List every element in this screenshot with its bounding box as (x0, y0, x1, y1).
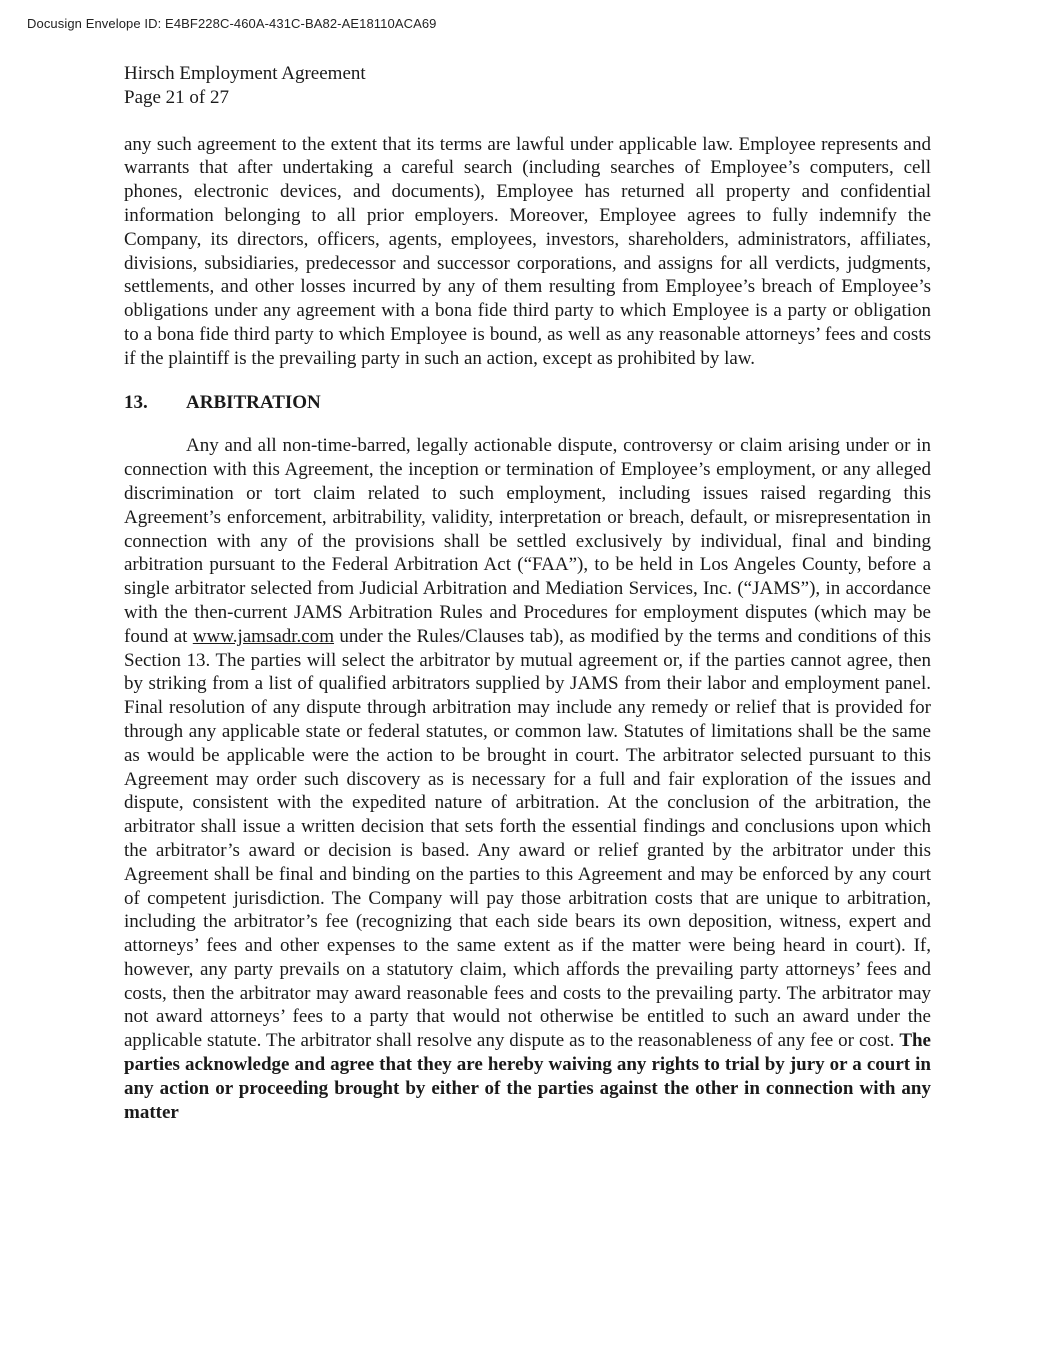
page-number: Page 21 of 27 (124, 86, 230, 108)
arbitration-text-part-2: under the Rules/Clauses tab), as modified by the terms and conditions of this Section 13. The parties will select the arbitrator by mutual agreement or, if the parties cannot agree, then by striking from a list of qualified arbitrators supplied by JAMS from their labor and employment panel. Final resolution of any dispute through arbitration may include any remedy or relief that is provided for through any applicable state or federal statutes, or common law. Statutes of limitations shall be the same as would be applicable were the action to be brought in court. The arbitrator selected pursuant to this Agreement may order such discovery as is necessary for a full and fair exploration of the issues and dispute, consistent with the expedited nature of arbitration. At the conclusion of the arbitration, the arbitrator shall issue a written decision that sets forth the essential findings and conclusions upon which the arbitrator’s award or decision is based. Any award or relief granted by the arbitrator under this Agreement shall be final and binding on the parties to this Agreement and may be enforced by any court of competent jurisdiction. The Company will pay those arbitration costs that are unique to arbitration, including the arbitrator’s fee (recognizing that each side bears its own deposition, witness, expert and attorneys’ fees and other expenses to the same extent as if the matter were being heard in court). If, however, any party prevails on a statutory claim, which affords the prevailing party attorneys’ fees and costs, then the arbitrator may award reasonable fees and costs to the prevailing party. The arbitrator may not award attorneys’ fees to a party that would not otherwise be entitled to such an award under the applicable statute. The arbitrator shall resolve any dispute as to the reasonableness of any fee or cost. (124, 625, 931, 1052)
section-heading-arbitration (124, 391, 931, 415)
jamsadr-link[interactable]: www.jamsadr.com (192, 625, 335, 647)
document-page (124, 62, 931, 1124)
arbitration-paragraph (124, 434, 931, 1124)
docusign-envelope-id: Docusign Envelope ID: E4BF228C-460A-431C-BA82-AE18110ACA69 (27, 16, 437, 31)
document-title: Hirsch Employment Agreement (124, 63, 366, 84)
jury-waiver-clause: The parties acknowledge and agree that they are hereby waiving any rights to trial by jury or a court in any action or proceeding brought by either of the parties against the other in connection with any matter (124, 1030, 931, 1123)
indemnification-paragraph: any such agreement to the extent that its terms are lawful under applicable law. Employee represents and warrants that after undertaking a careful search (including searches of Employee’s computers, cell phones, electronic devices, and documents), Employee has returned all property and confidential information belonging to all prior employers. Moreover, Employee agrees to fully indemnify the Company, its directors, officers, agents, employees, investors, shareholders, administrators, affiliates, divisions, subsidiaries, predecessor and successor corporations, and assigns for all verdicts, judgments, settlements, and other losses incurred by any of them resulting from Employee’s breach of Employee’s obligations under any agreement with a bona fide third party to which Employee is a party or obligation to a bona fide third party to which Employee is bound, as well as any reasonable attorneys’ fees and costs if the plaintiff is the prevailing party in such an action, except as prohibited by law. (124, 133, 931, 369)
document-header (124, 62, 931, 110)
arbitration-text-part-1: Any and all non-time-barred, legally actionable dispute, controversy or claim arising under or in connection with this Agreement, the inception or termination of Employee’s employment, or any alleged discrimination or tort claim related to such employment, including issues raised regarding this Agreement’s enforcement, arbitrability, validity, interpretation or breach, default, or misrepresentation in connection with any of the provisions shall be settled exclusively by individual, final and binding arbitration pursuant to the Federal Arbitration Act (“FAA”), to be held in Los Angeles County, before a single arbitrator selected from Judicial Arbitration and Mediation Services, Inc. (“JAMS”), in accordance with the then-current JAMS Arbitration Rules and Procedures for employment disputes (which may be found at (124, 435, 931, 647)
section-title: ARBITRATION (186, 391, 321, 413)
section-number: 13. (124, 391, 148, 413)
